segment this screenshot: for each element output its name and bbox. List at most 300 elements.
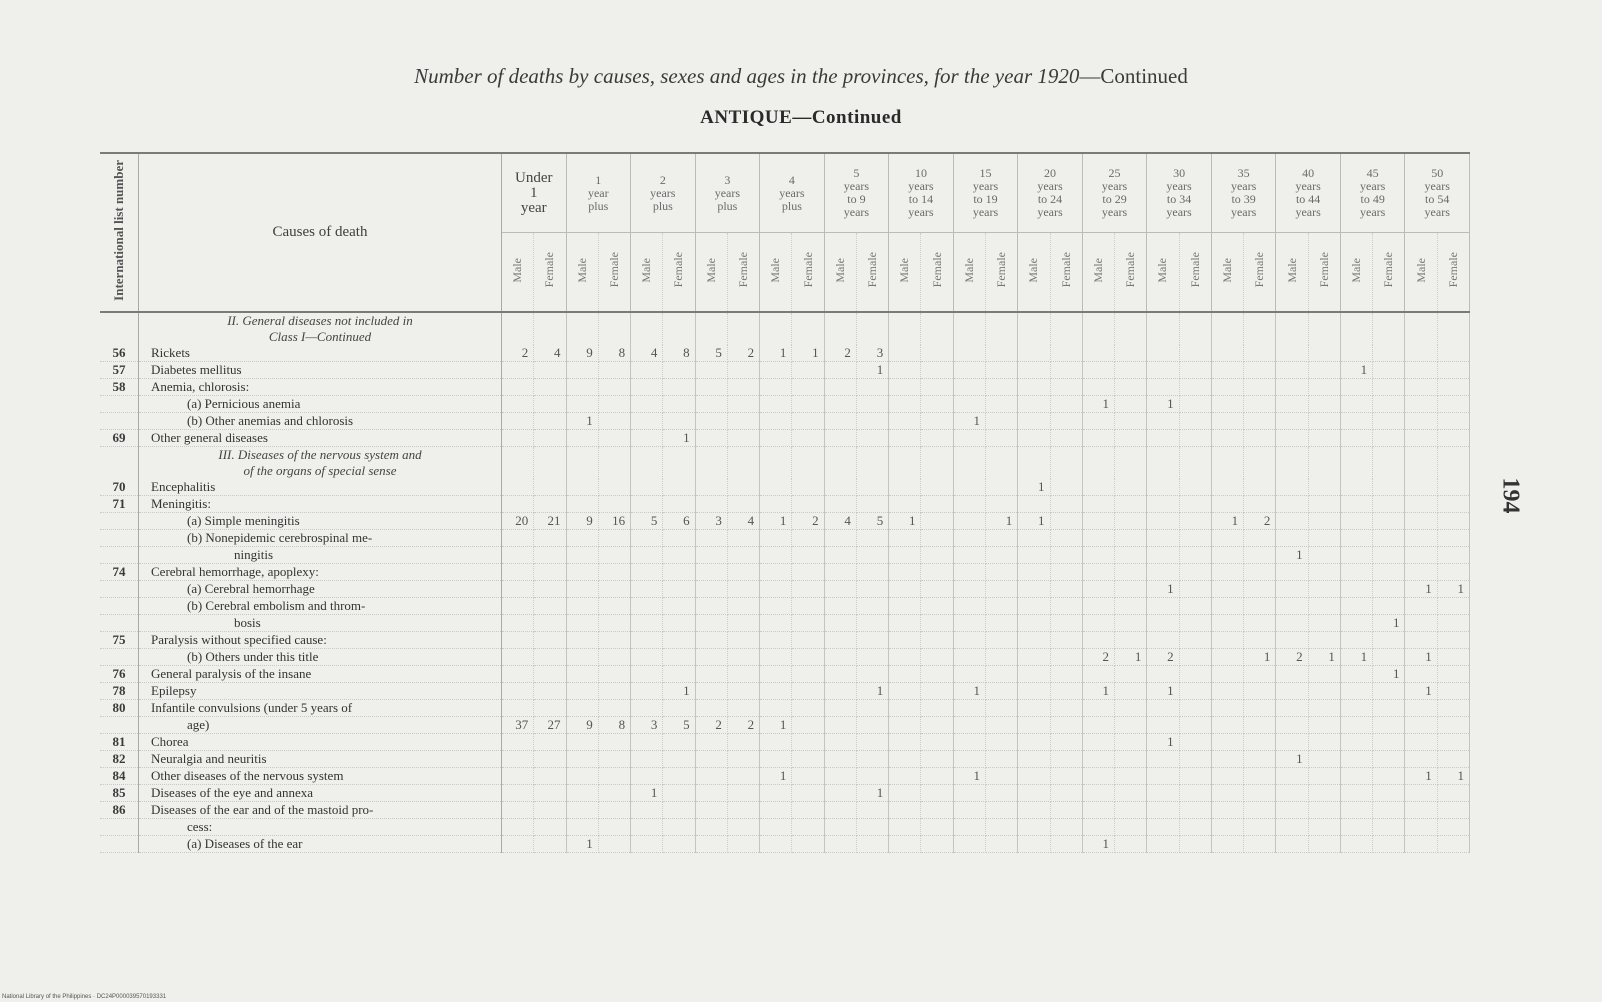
male-count-cell: 9 <box>566 717 598 734</box>
male-count-cell <box>695 666 727 683</box>
male-count-cell <box>760 430 792 447</box>
female-count-cell <box>1373 700 1405 717</box>
male-count-cell <box>889 649 921 666</box>
male-count-cell <box>502 547 534 564</box>
female-count-cell <box>1179 751 1211 768</box>
female-count-cell <box>792 615 824 632</box>
male-count-cell <box>1340 530 1372 547</box>
age-group-label: to 19 <box>973 192 998 206</box>
section-heading <box>139 447 502 480</box>
male-count-cell <box>953 598 985 615</box>
cause-label: Other diseases of the nervous system <box>139 768 502 785</box>
age-group-label: to 9 <box>847 192 866 206</box>
cause-label: (a) Cerebral hemorrhage <box>139 581 502 598</box>
male-count-cell <box>953 802 985 819</box>
data-cell <box>856 312 888 345</box>
male-count-cell <box>1276 379 1308 396</box>
data-cell <box>792 312 824 345</box>
male-count-cell <box>631 768 663 785</box>
female-count-cell <box>985 598 1017 615</box>
data-cell <box>889 447 921 480</box>
male-count-cell <box>760 615 792 632</box>
male-count-cell <box>1340 598 1372 615</box>
female-count-cell <box>921 666 953 683</box>
female-count-cell <box>598 836 630 853</box>
male-count-cell <box>1018 785 1050 802</box>
male-count-cell: 2 <box>695 717 727 734</box>
male-count-cell <box>695 362 727 379</box>
female-count-cell <box>1115 530 1147 547</box>
male-header-text: Male <box>768 257 783 283</box>
male-header-text: Male <box>897 257 912 283</box>
male-count-cell <box>760 379 792 396</box>
male-count-cell <box>502 362 534 379</box>
male-count-cell <box>1211 615 1243 632</box>
table-row <box>100 496 1470 513</box>
female-count-cell <box>1308 683 1340 700</box>
female-count-cell <box>1050 379 1082 396</box>
age-group-label: 15 <box>979 166 992 180</box>
female-count-cell <box>1373 547 1405 564</box>
male-count-cell <box>502 734 534 751</box>
age-group-header <box>1082 153 1147 233</box>
male-header-text: Male <box>510 257 525 283</box>
female-count-cell <box>792 530 824 547</box>
table-row <box>100 598 1470 615</box>
age-group-label: to 29 <box>1102 192 1127 206</box>
male-count-cell <box>631 598 663 615</box>
female-count-cell: 1 <box>663 430 695 447</box>
male-count-cell <box>953 717 985 734</box>
male-column-header <box>1276 233 1308 313</box>
male-count-cell <box>566 430 598 447</box>
female-count-cell <box>985 530 1017 547</box>
female-count-cell <box>1179 649 1211 666</box>
female-count-cell <box>1115 564 1147 581</box>
female-count-cell <box>1179 547 1211 564</box>
male-count-cell <box>566 564 598 581</box>
male-count-cell <box>889 632 921 649</box>
male-count-cell <box>566 581 598 598</box>
male-count-cell <box>1082 615 1114 632</box>
female-column-header <box>1050 233 1082 313</box>
female-count-cell <box>1244 785 1276 802</box>
female-count-cell <box>534 785 566 802</box>
male-count-cell <box>1340 615 1372 632</box>
female-count-cell <box>856 751 888 768</box>
cause-label: (a) Simple meningitis <box>139 513 502 530</box>
male-count-cell <box>1340 413 1372 430</box>
male-count-cell <box>502 479 534 496</box>
cause-label: ningitis <box>139 547 502 564</box>
data-cell <box>1244 312 1276 345</box>
age-group-label: years <box>908 205 934 219</box>
male-count-cell <box>824 430 856 447</box>
male-count-cell <box>824 819 856 836</box>
list-number-cell: 71 <box>100 496 139 513</box>
female-count-cell <box>856 413 888 430</box>
male-count-cell <box>566 683 598 700</box>
female-count-cell <box>985 751 1017 768</box>
male-count-cell <box>502 751 534 768</box>
age-group-label: 1 <box>530 184 538 201</box>
female-count-cell <box>727 598 759 615</box>
list-number-cell <box>100 717 139 734</box>
list-number-cell: 74 <box>100 564 139 581</box>
female-count-cell <box>1050 819 1082 836</box>
female-count-cell <box>598 802 630 819</box>
list-number-cell: 85 <box>100 785 139 802</box>
male-count-cell <box>695 819 727 836</box>
female-count-cell <box>1373 513 1405 530</box>
list-number-cell: 70 <box>100 479 139 496</box>
male-count-cell <box>1276 496 1308 513</box>
age-group-label: 35 <box>1237 166 1250 180</box>
female-count-cell <box>534 819 566 836</box>
male-count-cell: 2 <box>502 345 534 362</box>
list-number-cell: 58 <box>100 379 139 396</box>
age-group-label: 45 <box>1366 166 1379 180</box>
female-count-cell <box>1179 564 1211 581</box>
male-count-cell <box>824 547 856 564</box>
female-header-text: Female <box>929 252 944 288</box>
female-count-cell <box>1244 362 1276 379</box>
female-count-cell <box>1373 362 1405 379</box>
female-count-cell <box>598 785 630 802</box>
male-count-cell <box>1018 362 1050 379</box>
female-count-cell <box>1308 836 1340 853</box>
male-header-text: Male <box>574 257 589 283</box>
male-count-cell <box>760 751 792 768</box>
male-count-cell <box>824 649 856 666</box>
male-count-cell <box>1082 734 1114 751</box>
male-count-cell <box>1082 751 1114 768</box>
female-count-cell <box>1050 430 1082 447</box>
male-count-cell <box>1147 802 1179 819</box>
male-column-header <box>824 233 856 313</box>
data-cell <box>985 312 1017 345</box>
female-count-cell: 5 <box>856 513 888 530</box>
data-cell <box>695 312 727 345</box>
male-count-cell <box>1276 581 1308 598</box>
female-count-cell <box>921 632 953 649</box>
male-count-cell <box>1340 513 1372 530</box>
female-count-cell <box>1115 717 1147 734</box>
female-count-cell <box>1179 666 1211 683</box>
data-cell <box>534 312 566 345</box>
age-group-header <box>631 153 696 233</box>
female-count-cell <box>663 362 695 379</box>
female-count-cell <box>792 683 824 700</box>
male-count-cell <box>1018 717 1050 734</box>
data-cell <box>631 312 663 345</box>
female-count-cell <box>921 413 953 430</box>
male-count-cell <box>695 598 727 615</box>
male-count-cell: 1 <box>1082 396 1114 413</box>
female-count-cell <box>921 836 953 853</box>
causes-header: Causes of death <box>139 153 502 312</box>
male-count-cell <box>566 615 598 632</box>
male-count-cell <box>824 530 856 547</box>
female-count-cell <box>727 547 759 564</box>
male-count-cell <box>1276 785 1308 802</box>
data-cell <box>502 447 534 480</box>
male-count-cell <box>889 598 921 615</box>
female-count-cell <box>985 768 1017 785</box>
male-count-cell <box>566 362 598 379</box>
male-count-cell <box>1147 513 1179 530</box>
age-group-label: 3 <box>724 172 731 187</box>
female-count-cell <box>792 632 824 649</box>
data-cell <box>1179 447 1211 480</box>
female-count-cell <box>1179 717 1211 734</box>
list-number-cell <box>100 819 139 836</box>
male-count-cell: 2 <box>1276 649 1308 666</box>
female-count-cell <box>921 649 953 666</box>
data-cell <box>502 312 534 345</box>
female-count-cell <box>792 564 824 581</box>
male-count-cell <box>889 496 921 513</box>
female-header-text: Female <box>1058 252 1073 288</box>
male-header-text: Male <box>1219 257 1234 283</box>
male-count-cell <box>953 819 985 836</box>
male-count-cell <box>631 496 663 513</box>
female-count-cell <box>598 819 630 836</box>
female-count-cell <box>1244 632 1276 649</box>
female-count-cell <box>1308 598 1340 615</box>
female-count-cell: 2 <box>727 345 759 362</box>
male-count-cell <box>889 683 921 700</box>
male-count-cell <box>1211 666 1243 683</box>
male-count-cell: 1 <box>1147 396 1179 413</box>
male-count-cell <box>695 649 727 666</box>
age-group-label: years <box>779 185 805 200</box>
male-count-cell <box>953 396 985 413</box>
list-number-cell: 56 <box>100 345 139 362</box>
female-count-cell: 1 <box>1115 649 1147 666</box>
female-count-cell <box>1308 345 1340 362</box>
female-count-cell <box>921 785 953 802</box>
female-count-cell <box>598 598 630 615</box>
cause-label: (b) Cerebral embolism and throm- <box>139 598 502 615</box>
male-count-cell <box>695 615 727 632</box>
male-count-cell <box>1276 683 1308 700</box>
female-count-cell <box>663 547 695 564</box>
data-cell <box>856 447 888 480</box>
male-count-cell <box>1405 836 1437 853</box>
data-cell <box>1082 312 1114 345</box>
female-count-cell <box>1437 751 1469 768</box>
female-count-cell <box>1308 666 1340 683</box>
female-count-cell <box>856 836 888 853</box>
male-count-cell <box>1340 768 1372 785</box>
male-count-cell <box>695 479 727 496</box>
male-count-cell: 1 <box>1405 768 1437 785</box>
male-count-cell <box>889 430 921 447</box>
male-count-cell <box>1082 413 1114 430</box>
male-count-cell <box>1340 700 1372 717</box>
female-count-cell <box>1373 751 1405 768</box>
age-group-label: 5 <box>853 166 860 180</box>
female-count-cell <box>856 479 888 496</box>
male-count-cell <box>953 345 985 362</box>
male-column-header <box>760 233 792 313</box>
female-count-cell <box>1244 345 1276 362</box>
table-row <box>100 396 1470 413</box>
female-count-cell <box>1244 734 1276 751</box>
female-count-cell <box>1050 785 1082 802</box>
footer-credit: National Library of the Philippines · DC24P000039570193331 <box>2 994 167 1000</box>
female-count-cell <box>1437 547 1469 564</box>
female-count-cell <box>985 819 1017 836</box>
male-count-cell <box>1340 717 1372 734</box>
male-count-cell <box>1276 666 1308 683</box>
male-count-cell: 1 <box>953 683 985 700</box>
female-count-cell <box>1373 768 1405 785</box>
male-count-cell <box>760 632 792 649</box>
female-count-cell <box>663 396 695 413</box>
female-count-cell <box>985 496 1017 513</box>
female-count-cell: 1 <box>1308 649 1340 666</box>
male-count-cell <box>631 396 663 413</box>
male-count-cell <box>566 632 598 649</box>
list-number-cell: 80 <box>100 700 139 717</box>
female-count-cell <box>1308 700 1340 717</box>
data-cell <box>1082 447 1114 480</box>
male-count-cell <box>1340 785 1372 802</box>
male-count-cell <box>631 430 663 447</box>
female-count-cell <box>663 734 695 751</box>
female-count-cell <box>985 362 1017 379</box>
male-count-cell <box>1018 413 1050 430</box>
female-count-cell <box>727 649 759 666</box>
female-count-cell <box>534 430 566 447</box>
female-count-cell <box>856 717 888 734</box>
male-count-cell <box>1276 362 1308 379</box>
female-count-cell <box>1244 547 1276 564</box>
male-count-cell <box>1340 836 1372 853</box>
male-count-cell <box>502 430 534 447</box>
male-header-text: Male <box>1284 257 1299 283</box>
data-cell <box>760 447 792 480</box>
female-count-cell <box>1373 530 1405 547</box>
data-cell <box>824 447 856 480</box>
male-count-cell <box>1276 632 1308 649</box>
female-count-cell <box>1308 513 1340 530</box>
female-count-cell <box>1308 430 1340 447</box>
female-count-cell: 21 <box>534 513 566 530</box>
male-count-cell <box>1405 615 1437 632</box>
female-count-cell <box>1244 564 1276 581</box>
table-row <box>100 513 1470 530</box>
age-group-label: to 44 <box>1295 192 1321 206</box>
cause-label: bosis <box>139 615 502 632</box>
female-count-cell <box>921 530 953 547</box>
male-count-cell <box>824 751 856 768</box>
male-count-cell <box>631 649 663 666</box>
female-count-cell <box>1050 836 1082 853</box>
female-count-cell: 3 <box>856 345 888 362</box>
female-count-cell <box>1050 496 1082 513</box>
male-count-cell <box>1211 547 1243 564</box>
table-row <box>100 547 1470 564</box>
female-count-cell <box>1050 530 1082 547</box>
male-count-cell: 1 <box>1405 649 1437 666</box>
male-count-cell <box>695 632 727 649</box>
male-count-cell <box>953 547 985 564</box>
male-count-cell <box>1147 496 1179 513</box>
female-count-cell: 1 <box>792 345 824 362</box>
female-count-cell <box>534 700 566 717</box>
female-column-header <box>663 233 695 313</box>
male-count-cell <box>824 615 856 632</box>
male-count-cell <box>631 819 663 836</box>
male-count-cell <box>953 632 985 649</box>
male-count-cell: 1 <box>760 513 792 530</box>
male-count-cell: 1 <box>889 513 921 530</box>
female-count-cell <box>985 717 1017 734</box>
female-count-cell: 4 <box>534 345 566 362</box>
age-group-label: Under <box>515 169 553 186</box>
female-count-cell <box>985 615 1017 632</box>
male-count-cell <box>824 785 856 802</box>
female-count-cell <box>598 734 630 751</box>
male-count-cell <box>695 683 727 700</box>
page-number: 194 <box>1497 477 1524 514</box>
female-count-cell <box>1373 345 1405 362</box>
male-count-cell <box>631 751 663 768</box>
age-group-label: years <box>908 179 934 193</box>
male-count-cell <box>824 666 856 683</box>
female-count-cell <box>1308 379 1340 396</box>
female-count-cell <box>856 581 888 598</box>
female-count-cell <box>1050 598 1082 615</box>
age-group-header <box>1211 153 1276 233</box>
male-count-cell <box>1405 751 1437 768</box>
male-count-cell <box>1018 345 1050 362</box>
data-cell <box>727 447 759 480</box>
female-count-cell <box>1437 362 1469 379</box>
female-count-cell <box>1373 430 1405 447</box>
data-cell <box>953 312 985 345</box>
male-count-cell <box>1405 413 1437 430</box>
male-column-header <box>1147 233 1179 313</box>
female-count-cell <box>1308 530 1340 547</box>
male-count-cell: 3 <box>695 513 727 530</box>
age-group-header <box>1018 153 1083 233</box>
male-count-cell <box>502 700 534 717</box>
cause-label: (a) Pernicious anemia <box>139 396 502 413</box>
page-subtitle: ANTIQUE—Continued <box>700 107 902 128</box>
female-count-cell <box>921 379 953 396</box>
female-count-cell <box>1244 683 1276 700</box>
female-count-cell <box>1115 362 1147 379</box>
male-count-cell <box>1211 396 1243 413</box>
deaths-table <box>100 152 1470 853</box>
female-count-cell <box>1373 581 1405 598</box>
female-count-cell: 1 <box>856 362 888 379</box>
list-number-cell <box>100 413 139 430</box>
male-count-cell: 1 <box>1340 649 1372 666</box>
male-count-cell <box>502 598 534 615</box>
female-count-cell <box>534 581 566 598</box>
male-count-cell <box>824 768 856 785</box>
female-count-cell <box>1179 345 1211 362</box>
male-count-cell <box>1276 513 1308 530</box>
female-count-cell <box>1050 513 1082 530</box>
male-count-cell <box>1018 564 1050 581</box>
female-count-cell: 1 <box>985 513 1017 530</box>
